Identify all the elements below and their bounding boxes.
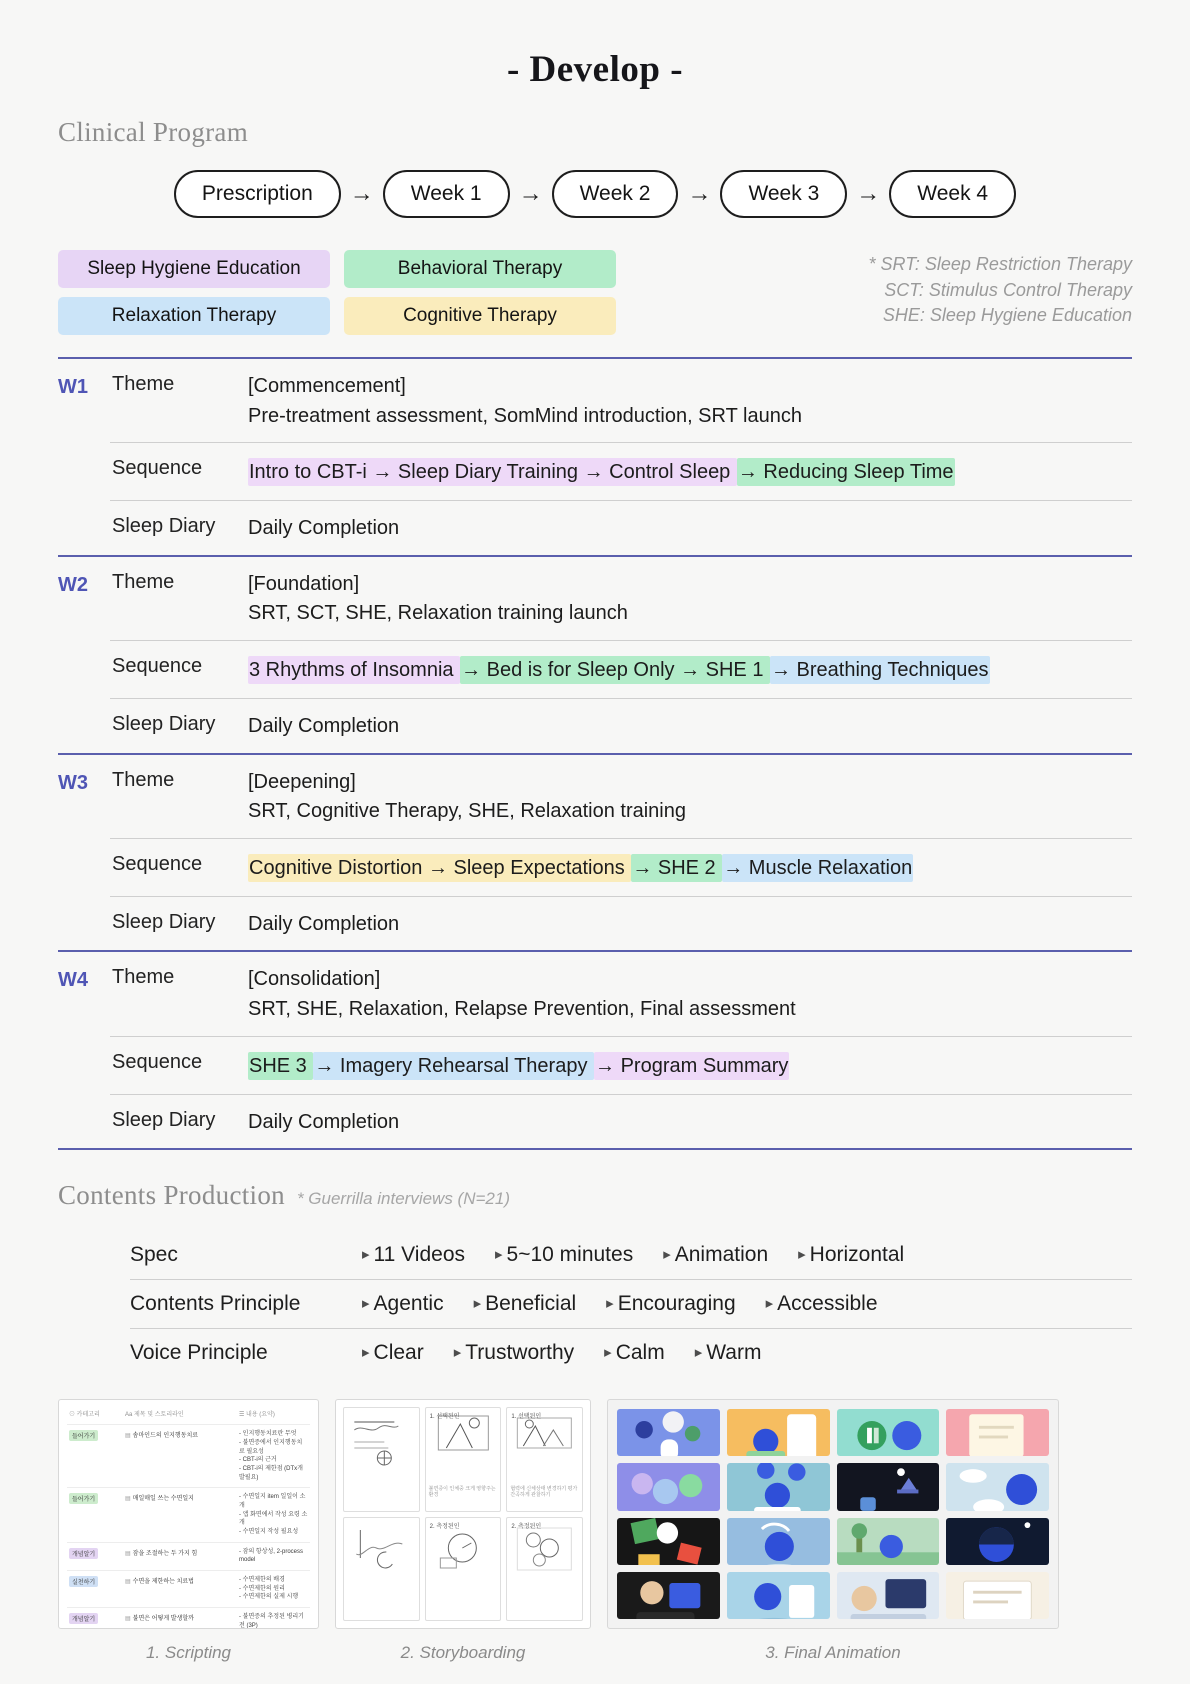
page-title: - Develop - bbox=[506, 49, 684, 90]
storyboard-preview[interactable] bbox=[335, 1399, 591, 1629]
title-text: 수면을 제한하는 치료법 bbox=[132, 1579, 194, 1586]
schedule-row-value bbox=[248, 911, 1132, 938]
sequence-segment: → Imagery Rehearsal Therapy bbox=[313, 1052, 594, 1080]
schedule-row-label: Theme bbox=[112, 966, 175, 989]
animation-artwork bbox=[727, 1572, 830, 1619]
value-line-1: [Foundation] bbox=[248, 572, 360, 595]
spec-value-item bbox=[663, 1243, 768, 1267]
title-text: 솜마인드의 인지행동치료 bbox=[132, 1433, 199, 1440]
legend-chip-behavioral-therapy: Behavioral Therapy bbox=[344, 250, 616, 288]
contents-production-heading: Contents Production bbox=[58, 1180, 285, 1211]
sequence-segment: SHE 3 bbox=[248, 1052, 313, 1080]
triangle-bullet-icon: ▸ bbox=[473, 1295, 482, 1313]
schedule-row-value bbox=[248, 769, 1132, 825]
spec-value-item bbox=[362, 1243, 465, 1267]
document-icon: ▤ bbox=[125, 1616, 131, 1623]
column-header: ⊙ 카테고리 bbox=[69, 1412, 100, 1419]
triangle-bullet-icon: ▸ bbox=[495, 1246, 503, 1264]
contents-production bbox=[0, 1180, 1190, 1377]
program-flow bbox=[0, 170, 1190, 218]
animation-artwork bbox=[946, 1572, 1049, 1619]
schedule-row-inner bbox=[110, 640, 1132, 698]
week-block-w2 bbox=[58, 555, 1132, 753]
sequence-segment: → Program Summary bbox=[594, 1052, 789, 1080]
title-text: 불면은 어떻게 발생할까 bbox=[132, 1616, 194, 1623]
spec-value-item bbox=[495, 1243, 633, 1267]
flow-step-week-3[interactable]: Week 3 bbox=[720, 170, 847, 218]
animation-thumbnail-cell bbox=[727, 1572, 830, 1619]
spec-value-label: Clear bbox=[373, 1341, 424, 1365]
week-label: W4 bbox=[58, 969, 88, 992]
storyboard-scene-number: 1. 선택된인 bbox=[429, 1414, 460, 1421]
triangle-bullet-icon: ▸ bbox=[362, 1295, 370, 1313]
animation-artwork bbox=[617, 1572, 720, 1619]
schedule-row bbox=[58, 698, 1132, 753]
spec-value-label: Encouraging bbox=[617, 1292, 736, 1316]
triangle-bullet-icon: ▸ bbox=[362, 1344, 370, 1362]
sequence-segment: → Reducing Sleep Time bbox=[737, 458, 955, 486]
animation-thumbnail-cell bbox=[727, 1409, 830, 1456]
legend-chip-relaxation-therapy: Relaxation Therapy bbox=[58, 297, 330, 335]
spec-key: Voice Principle bbox=[130, 1341, 268, 1365]
document-icon: ▤ bbox=[125, 1496, 131, 1503]
value-line-1: [Commencement] bbox=[248, 375, 406, 397]
abbreviation-note bbox=[869, 250, 1132, 329]
schedule-row-label: Sleep Diary bbox=[112, 712, 216, 735]
schedule-row-label: Sleep Diary bbox=[112, 1108, 216, 1131]
animation-artwork bbox=[617, 1518, 720, 1565]
schedule-row bbox=[58, 359, 1132, 442]
sequence-segment: → Bed is for Sleep Only → SHE 1 bbox=[460, 656, 770, 684]
value-line-2: SRT, Cognitive Therapy, SHE, Relaxation training bbox=[248, 800, 686, 823]
triangle-bullet-icon: ▸ bbox=[765, 1295, 774, 1313]
animation-thumbnail-cell bbox=[617, 1518, 720, 1565]
animation-thumbnail-cell bbox=[837, 1572, 940, 1619]
title-cell bbox=[125, 1493, 235, 1536]
animation-thumbnail-cell bbox=[946, 1463, 1049, 1510]
schedule-row bbox=[58, 1036, 1132, 1094]
category-cell bbox=[69, 1430, 121, 1482]
spec-value-label: Calm bbox=[615, 1341, 665, 1365]
scripting-preview[interactable] bbox=[58, 1399, 319, 1629]
triangle-bullet-icon: ▸ bbox=[694, 1344, 703, 1362]
summary-cell bbox=[239, 1548, 308, 1565]
schedule-row bbox=[58, 500, 1132, 555]
schedule-row bbox=[58, 557, 1132, 640]
sequence-text bbox=[248, 854, 913, 882]
animation-thumbnail-cell bbox=[946, 1409, 1049, 1456]
clinical-program-heading: Clinical Program bbox=[58, 117, 249, 147]
summary-line: - 수면일지 item 일일이 소개 bbox=[239, 1494, 306, 1509]
spec-value-item bbox=[606, 1292, 735, 1316]
week-label bbox=[58, 1036, 110, 1053]
value-line-2: SRT, SCT, SHE, Relaxation training launch bbox=[248, 602, 628, 625]
value-line-1: [Consolidation] bbox=[248, 968, 381, 991]
category-tag: 들어가기 bbox=[69, 1430, 98, 1441]
title-text: 매일매일 쓰는 수면일지 bbox=[132, 1496, 194, 1503]
schedule-row-label: Theme bbox=[112, 570, 175, 593]
table-row bbox=[67, 1488, 310, 1542]
summary-line: - 수면일지 작성 필요성 bbox=[239, 1529, 299, 1535]
flow-arrow-icon: → bbox=[349, 180, 374, 207]
schedule-row-value bbox=[248, 571, 1132, 627]
summary-line: - 수면제한의 배경 bbox=[239, 1577, 285, 1584]
schedule-row-label: Sequence bbox=[112, 457, 203, 480]
storyboard-cell bbox=[343, 1517, 420, 1622]
summary-line: - 잠의 항상성, 2-process model bbox=[239, 1548, 303, 1564]
animation-artwork bbox=[946, 1518, 1049, 1565]
guerrilla-interview-note: * Guerrilla interviews (N=21) bbox=[296, 1189, 510, 1209]
schedule-row-inner bbox=[110, 359, 1132, 442]
summary-line: - 수면제한의 원리 bbox=[239, 1585, 285, 1592]
schedule-row-inner bbox=[110, 698, 1132, 753]
week-block-w3 bbox=[58, 753, 1132, 951]
triangle-bullet-icon: ▸ bbox=[453, 1344, 462, 1362]
animation-thumbnail-cell bbox=[837, 1518, 940, 1565]
sequence-segment: 3 Rhythms of Insomnia bbox=[248, 656, 460, 684]
schedule-row-inner bbox=[110, 442, 1132, 500]
triangle-bullet-icon: ▸ bbox=[362, 1246, 370, 1264]
storyboard-caption: 불면증이 인체중 크게 영향주는 환경 bbox=[428, 1485, 496, 1499]
schedule-row-label: Sequence bbox=[112, 852, 203, 875]
value-line-1: Daily Completion bbox=[248, 912, 400, 935]
storyboard-cell bbox=[506, 1517, 583, 1622]
thumbnail-scripting bbox=[58, 1399, 319, 1663]
storyboard-cell bbox=[425, 1517, 502, 1622]
schedule-row bbox=[58, 952, 1132, 1035]
scripting-table bbox=[59, 1400, 318, 1628]
category-cell bbox=[69, 1493, 121, 1536]
week-label bbox=[58, 500, 110, 517]
animation-artwork bbox=[837, 1572, 940, 1619]
spec-row bbox=[130, 1231, 1132, 1279]
spec-value-label: 11 Videos bbox=[373, 1243, 465, 1267]
animation-artwork bbox=[617, 1463, 720, 1510]
schedule-row-label: Sleep Diary bbox=[112, 515, 216, 538]
week-label bbox=[58, 838, 110, 855]
production-thumbnails bbox=[0, 1399, 1190, 1663]
triangle-bullet-icon: ▸ bbox=[663, 1246, 671, 1264]
animation-preview[interactable] bbox=[607, 1399, 1059, 1629]
abbreviation-line: SCT: Stimulus Control Therapy bbox=[884, 279, 1132, 300]
document-icon: ▤ bbox=[125, 1550, 131, 1557]
week-label bbox=[58, 698, 110, 715]
week-label bbox=[58, 442, 110, 459]
document-icon: ▤ bbox=[125, 1433, 131, 1440]
sequence-segment: Cognitive Distortion → Sleep Expectations bbox=[248, 854, 631, 882]
spec-value-item bbox=[766, 1292, 878, 1316]
week-label: W1 bbox=[58, 376, 88, 398]
thumbnail-final-animation bbox=[607, 1399, 1059, 1663]
title-cell bbox=[125, 1548, 235, 1565]
animation-thumbnail-cell bbox=[837, 1409, 940, 1456]
value-line-1: Daily Completion bbox=[248, 1110, 400, 1133]
flow-arrow-icon: → bbox=[518, 180, 543, 207]
category-tag: 개념알기 bbox=[69, 1613, 98, 1624]
schedule-row-inner bbox=[110, 500, 1132, 555]
sequence-segment: → Muscle Relaxation bbox=[722, 854, 913, 882]
thumbnail-caption: 3. Final Animation bbox=[765, 1643, 901, 1663]
schedule-row-value bbox=[248, 655, 1132, 685]
schedule-row-inner bbox=[110, 838, 1132, 896]
summary-line: - 앱 화면에서 작성 요령 소개 bbox=[239, 1511, 308, 1527]
legend-area bbox=[0, 250, 1190, 335]
storyboard-scene-number: 2. 측정된인 bbox=[511, 1523, 542, 1530]
sequence-text bbox=[248, 656, 990, 684]
value-line-2: Pre-treatment assessment, SomMind introduction, SRT launch bbox=[248, 404, 802, 427]
week-label: W3 bbox=[58, 771, 88, 794]
spec-value-item bbox=[362, 1292, 444, 1316]
table-row bbox=[67, 1571, 310, 1608]
summary-cell bbox=[239, 1430, 308, 1482]
storyboard-grid bbox=[336, 1400, 590, 1628]
spec-values bbox=[362, 1341, 761, 1365]
storyboard-caption: 협력에 신체상태 변경하기 평가 간곡하게 관찰하기 bbox=[510, 1485, 578, 1499]
spec-value-item bbox=[362, 1341, 424, 1365]
therapy-legend bbox=[58, 250, 616, 335]
summary-line: - CBT-i의 제한점 (DTx개발필요) bbox=[239, 1465, 303, 1481]
summary-cell bbox=[239, 1493, 308, 1536]
spec-value-label: 5~10 minutes bbox=[506, 1243, 634, 1267]
storyboard-cell bbox=[343, 1407, 420, 1512]
title-cell bbox=[125, 1613, 235, 1629]
flow-step-week-4[interactable]: Week 4 bbox=[889, 170, 1016, 218]
spec-value-label: Warm bbox=[706, 1341, 762, 1365]
sketch-icon bbox=[344, 1518, 419, 1583]
schedule-row-inner bbox=[110, 1094, 1132, 1149]
animation-artwork bbox=[946, 1463, 1049, 1510]
schedule-row bbox=[58, 755, 1132, 838]
sequence-text bbox=[248, 458, 955, 486]
schedule-row-value bbox=[248, 1051, 1132, 1081]
schedule-row bbox=[58, 1094, 1132, 1149]
spec-values bbox=[362, 1292, 878, 1316]
spec-value-label: Trustworthy bbox=[465, 1341, 575, 1365]
spec-row bbox=[130, 1279, 1132, 1328]
schedule-row-inner bbox=[110, 755, 1132, 838]
flow-step-week-2[interactable]: Week 2 bbox=[552, 170, 679, 218]
spec-value-label: Agentic bbox=[373, 1292, 444, 1316]
schedule-row-value bbox=[248, 966, 1132, 1022]
week-label: W2 bbox=[58, 573, 88, 596]
thumbnail-caption: 1. Scripting bbox=[145, 1643, 232, 1663]
animation-artwork bbox=[946, 1409, 1049, 1456]
sequence-text bbox=[248, 1052, 789, 1080]
spec-values bbox=[362, 1243, 904, 1267]
summary-line: - CBT-i의 근거 bbox=[239, 1457, 277, 1464]
schedule-row-value bbox=[248, 457, 1132, 487]
animation-artwork bbox=[837, 1463, 940, 1510]
category-cell bbox=[69, 1613, 121, 1629]
summary-line: - 인지행동치료란 무엇 bbox=[239, 1431, 297, 1438]
schedule-row-inner bbox=[110, 952, 1132, 1035]
storyboard-cell bbox=[425, 1407, 502, 1512]
spec-value-item bbox=[474, 1292, 577, 1316]
flow-arrow-icon: → bbox=[687, 180, 712, 207]
schedule-row-inner bbox=[110, 896, 1132, 951]
sequence-segment: → SHE 2 bbox=[631, 854, 722, 882]
spec-value-item bbox=[695, 1341, 762, 1365]
table-row bbox=[67, 1543, 310, 1571]
summary-line: - 수면제한의 실제 시행 bbox=[239, 1594, 299, 1601]
value-line-1: Daily Completion bbox=[248, 517, 400, 540]
week-label bbox=[58, 896, 110, 913]
animation-thumbnail-cell bbox=[946, 1572, 1049, 1619]
summary-line: - 불면증의 추정된 병리기전 (3P) bbox=[239, 1614, 304, 1629]
sketch-icon bbox=[344, 1408, 419, 1473]
animation-artwork bbox=[837, 1409, 940, 1456]
value-line-1: [Deepening] bbox=[248, 770, 356, 793]
category-cell bbox=[69, 1548, 121, 1565]
schedule-row-label: Sequence bbox=[112, 654, 203, 677]
table-row bbox=[67, 1608, 310, 1629]
flow-step-prescription[interactable]: Prescription bbox=[174, 170, 341, 218]
schedule-row bbox=[58, 838, 1132, 896]
spec-value-label: Horizontal bbox=[809, 1243, 905, 1267]
table-row bbox=[67, 1425, 310, 1488]
weekly-schedule bbox=[0, 357, 1190, 1150]
spec-row bbox=[130, 1328, 1132, 1377]
summary-cell bbox=[239, 1576, 308, 1602]
week-block-w1 bbox=[58, 357, 1132, 555]
schedule-row bbox=[58, 442, 1132, 500]
scripting-table-header bbox=[67, 1407, 310, 1425]
flow-step-week-1[interactable]: Week 1 bbox=[383, 170, 510, 218]
schedule-row-value bbox=[248, 713, 1132, 740]
animation-thumbnail-cell bbox=[837, 1463, 940, 1510]
thumbnail-storyboarding bbox=[335, 1399, 591, 1663]
column-header: ☰ 내용 (요약) bbox=[239, 1412, 275, 1419]
storyboard-scene-number: 2. 측정된인 bbox=[429, 1523, 460, 1530]
summary-cell bbox=[239, 1613, 308, 1629]
animation-thumbnail-cell bbox=[946, 1518, 1049, 1565]
value-line-1: Daily Completion bbox=[248, 714, 400, 737]
spec-value-item bbox=[454, 1341, 574, 1365]
animation-thumbnail-cell bbox=[617, 1463, 720, 1510]
triangle-bullet-icon: ▸ bbox=[604, 1344, 612, 1362]
sequence-segment: → Breathing Techniques bbox=[770, 656, 990, 684]
thumbnail-caption: 2. Storyboarding bbox=[400, 1643, 526, 1663]
week-block-w4 bbox=[58, 950, 1132, 1150]
animation-thumbnail-cell bbox=[727, 1463, 830, 1510]
column-header: Aa 제목 및 스토리라인 bbox=[125, 1412, 184, 1419]
schedule-row-inner bbox=[110, 557, 1132, 640]
title-cell bbox=[125, 1430, 235, 1482]
abbreviation-line: SHE: Sleep Hygiene Education bbox=[882, 305, 1132, 326]
spec-value-item bbox=[798, 1243, 904, 1267]
schedule-row-label: Sleep Diary bbox=[112, 910, 216, 933]
title-cell bbox=[125, 1576, 235, 1602]
schedule-row-value bbox=[248, 1109, 1132, 1136]
storyboard-scene-number: 1. 선택된인 bbox=[511, 1414, 542, 1421]
schedule-row-value bbox=[248, 515, 1132, 542]
category-tag: 실천하기 bbox=[69, 1576, 98, 1587]
document-icon: ▤ bbox=[125, 1579, 131, 1586]
schedule-row-value bbox=[248, 853, 1132, 883]
spec-key: Contents Principle bbox=[130, 1292, 301, 1316]
storyboard-cell bbox=[506, 1407, 583, 1512]
schedule-row-label: Theme bbox=[112, 373, 175, 395]
legend-chip-cognitive-therapy: Cognitive Therapy bbox=[344, 297, 616, 335]
animation-thumbnail-cell bbox=[617, 1409, 720, 1456]
animation-artwork bbox=[727, 1518, 830, 1565]
spec-value-label: Animation bbox=[674, 1243, 769, 1267]
title-text: 잠을 조절하는 두 가지 힘 bbox=[132, 1550, 198, 1557]
spec-table bbox=[58, 1231, 1132, 1377]
spec-value-label: Beneficial bbox=[485, 1292, 577, 1316]
abbreviation-line: * SRT: Sleep Restriction Therapy bbox=[868, 254, 1132, 274]
legend-chip-sleep-hygiene-education: Sleep Hygiene Education bbox=[58, 250, 330, 288]
animation-artwork bbox=[727, 1409, 830, 1456]
spec-value-label: Accessible bbox=[777, 1292, 878, 1316]
category-cell bbox=[69, 1576, 121, 1602]
sequence-segment: Intro to CBT-i → Sleep Diary Training → Control Sleep bbox=[248, 458, 737, 486]
schedule-row bbox=[58, 896, 1132, 951]
spec-key: Spec bbox=[130, 1243, 178, 1267]
animation-grid bbox=[608, 1400, 1058, 1628]
schedule-row-label: Theme bbox=[112, 768, 175, 791]
schedule-row-inner bbox=[110, 1036, 1132, 1094]
spec-value-item bbox=[604, 1341, 665, 1365]
category-tag: 들어가기 bbox=[69, 1493, 98, 1504]
animation-artwork bbox=[617, 1409, 720, 1456]
value-line-2: SRT, SHE, Relaxation, Relapse Prevention, Final assessment bbox=[248, 997, 796, 1020]
week-label bbox=[58, 640, 110, 657]
animation-thumbnail-cell bbox=[727, 1518, 830, 1565]
animation-artwork bbox=[727, 1463, 830, 1510]
week-label bbox=[58, 1094, 110, 1111]
schedule-row-label: Sequence bbox=[112, 1050, 203, 1073]
triangle-bullet-icon: ▸ bbox=[798, 1246, 806, 1264]
triangle-bullet-icon: ▸ bbox=[606, 1295, 614, 1313]
schedule-row bbox=[58, 640, 1132, 698]
category-tag: 개념알기 bbox=[69, 1548, 98, 1559]
flow-arrow-icon: → bbox=[856, 180, 881, 207]
summary-line: - 불면증에서 인지행동치료 필요성 bbox=[239, 1439, 303, 1455]
animation-artwork bbox=[837, 1518, 940, 1565]
animation-thumbnail-cell bbox=[617, 1572, 720, 1619]
schedule-row-value bbox=[248, 373, 1132, 429]
